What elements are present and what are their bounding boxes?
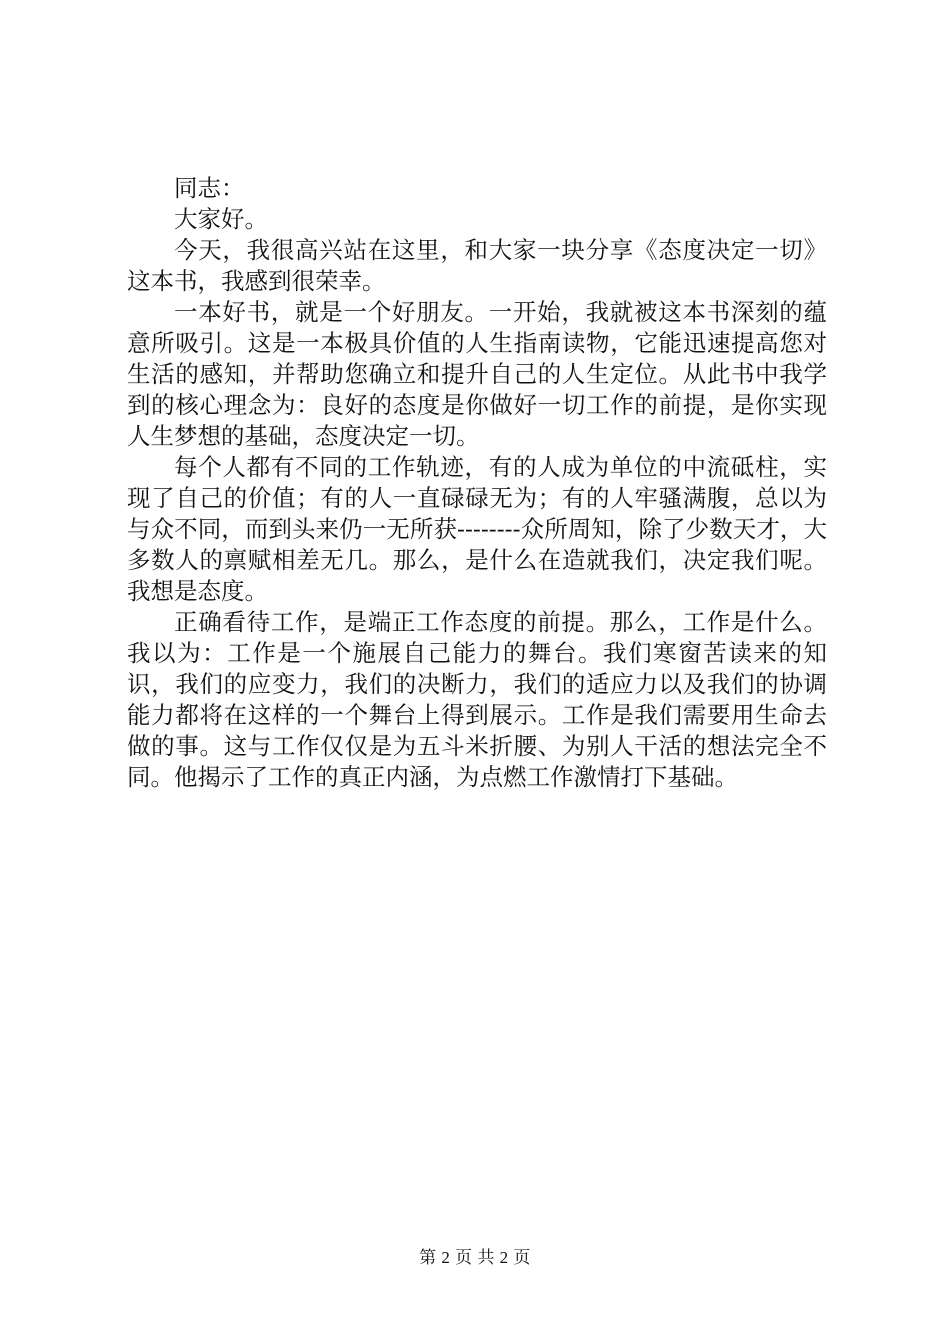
document-body (127, 173, 827, 793)
salutation: 同志： (174, 174, 245, 202)
paragraph-intro: 今天，我很高兴站在这里，和大家一块分享《态度决定一切》这本书，我感到很荣幸。 (127, 236, 827, 295)
page-number-footer: 第 2 页 共 2 页 (419, 1248, 531, 1267)
greeting: 大家好。 (174, 205, 268, 233)
paragraph-view-of-work: 正确看待工作，是端正工作态度的前提。那么，工作是什么。我以为：工作是一个施展自己能力的舞台。我们寒窗苦读来的知识，我们的应变力，我们的决断力，我们的适应力以及我们的协调能力都将在这样的一个舞台上得到展示。工作是我们需要用生命去做的事。这与工作仅仅是为五斗米折腰、为别人干活的想法完全不同。他揭示了工作的真正内涵，为点燃工作激情打下基础。 (127, 608, 827, 791)
paragraph-good-book: 一本好书，就是一个好朋友。一开始，我就被这本书深刻的蕴意所吸引。这是一本极具价值的人生指南读物，它能迅速提高您对生活的感知，并帮助您确立和提升自己的人生定位。从此书中我学到的核心理念为：良好的态度是你做好一切工作的前提，是你实现人生梦想的基础，态度决定一切。 (127, 298, 827, 450)
paragraph-work-paths: 每个人都有不同的工作轨迹，有的人成为单位的中流砥柱，实现了自己的价值；有的人一直碌碌无为；有的人牢骚满腹，总以为与众不同，而到头来仍一无所获--------众所周知，除了少数天才，大多数人的禀赋相差无几。那么，是什么在造就我们，决定我们呢。我想是态度。 (127, 453, 827, 605)
